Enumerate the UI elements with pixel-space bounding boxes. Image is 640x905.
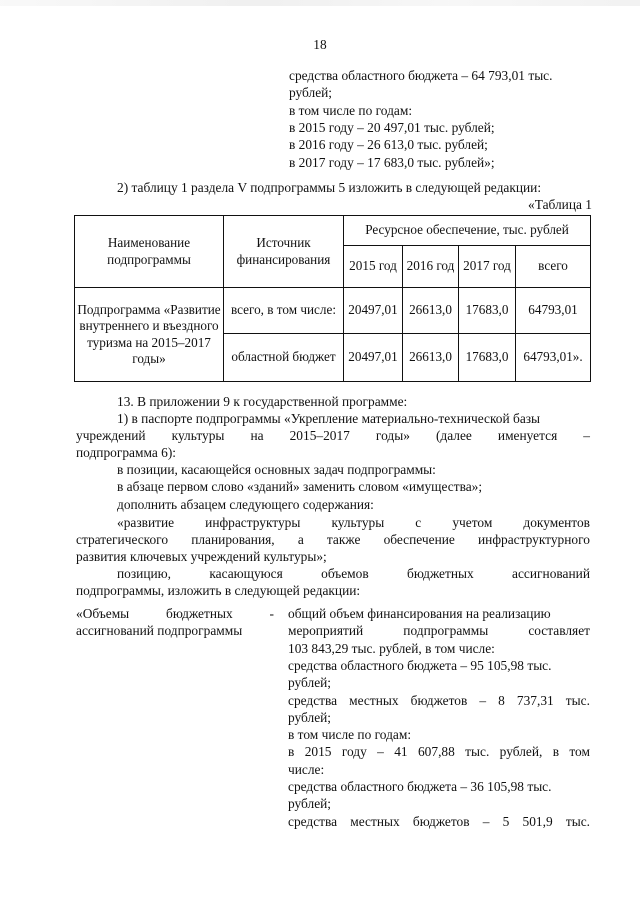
word: также [326, 532, 361, 547]
word: с [415, 515, 422, 530]
paragraph-development-line-3: развития ключевых учреждений культуры»; [76, 549, 327, 564]
word: тыс. [565, 813, 590, 829]
value-cell: 26613,0 [403, 288, 459, 334]
word: «развитие [117, 515, 175, 530]
value-cell: 20497,01 [344, 334, 403, 382]
top-block-line: рублей; [289, 85, 333, 101]
word: 5 [502, 813, 510, 829]
budget-description-line [288, 813, 590, 830]
word: годы» [375, 428, 410, 443]
budget-label-line-2: ассигнований подпрограммы [76, 623, 243, 638]
word: – [479, 692, 487, 708]
word: в [552, 744, 560, 760]
word: обеспечение [383, 532, 455, 547]
word: культуры [171, 428, 225, 443]
word: 8 [498, 692, 505, 708]
page-number: 18 [313, 37, 327, 52]
budget-description-line: рублей; [288, 796, 332, 812]
word: касающуюся [209, 566, 283, 581]
paragraph-development-line-2 [76, 531, 590, 548]
word: 501,9 [522, 813, 553, 829]
paragraph-1-line-2 [76, 427, 590, 444]
budget-description-line [288, 692, 590, 709]
word: позицию, [117, 566, 172, 581]
word: культуры [331, 515, 385, 530]
word: 2015 [304, 744, 332, 760]
word: том [569, 744, 590, 760]
word: «Объемы [76, 606, 130, 621]
header-total: всего [516, 246, 591, 288]
top-block-line: средства областного бюджета – 64 793,01 тыс. [289, 68, 553, 83]
word: инфраструктурного [478, 532, 590, 547]
word: ассигнований [512, 566, 590, 581]
word: году [341, 744, 367, 760]
value-cell: 64793,01». [516, 334, 591, 382]
word: учетом [452, 515, 493, 530]
top-block-line: в 2017 году – 17 683,0 тыс. рублей»; [289, 154, 495, 170]
word: мероприятий [288, 623, 364, 639]
budget-description-line: рублей; [288, 709, 332, 725]
word: тыс. [465, 744, 490, 760]
header-resources: Ресурсное обеспечение, тыс. рублей [344, 216, 591, 246]
budget-description-line: числе: [288, 761, 325, 777]
word: бюджетов [410, 692, 468, 708]
word: на [250, 428, 264, 443]
word: рублей, [499, 744, 543, 760]
word: - [269, 606, 274, 621]
top-block-line: в 2015 году – 20 497,01 тыс. рублей; [289, 119, 495, 135]
word: планирования, [191, 532, 275, 547]
header-year-2016: 2016 год [403, 246, 459, 288]
source-cell: областной бюджет [224, 334, 344, 382]
paragraph-position-2-line-2: подпрограммы, изложить в следующей редакции: [76, 583, 361, 598]
paragraph-add: дополнить абзацем следующего содержания: [117, 497, 374, 512]
subprogram-name-cell: Подпрограмма «Развитие внутреннего и въездного туризма на 2015–2017 годы» [75, 288, 224, 382]
word: местных [349, 692, 399, 708]
word: средства [288, 692, 338, 708]
top-block-line: в 2016 году – 26 613,0 тыс. рублей; [289, 137, 488, 153]
word: бюджетных [166, 606, 233, 621]
header-funding-source: Источник финансирования [224, 216, 344, 288]
paragraph-development-line-1 [117, 514, 590, 531]
word: – [482, 813, 490, 829]
budget-description-line: общий объем финансирования на реализацию [288, 606, 551, 621]
paragraph-13: 13. В приложении 9 к государственной программе: [117, 394, 408, 409]
paragraph-1-line-1: 1) в паспорте подпрограммы «Укрепление материально-технической базы [117, 411, 541, 426]
word: инфраструктуры [205, 515, 301, 530]
value-cell: 17683,0 [459, 334, 516, 382]
word: объемов [321, 566, 369, 581]
word: бюджетных [407, 566, 474, 581]
word: тыс. [565, 692, 590, 708]
word: а [297, 532, 304, 547]
value-cell: 20497,01 [344, 288, 403, 334]
word: 607,88 [417, 744, 455, 760]
top-block-line: в том числе по годам: [289, 102, 413, 118]
word: – [377, 744, 384, 760]
word: – [583, 428, 590, 443]
value-cell: 26613,0 [403, 334, 459, 382]
word: 2015–2017 [289, 428, 350, 443]
budget-description-line: в том числе по годам: [288, 727, 412, 743]
word: учреждений [76, 428, 146, 443]
word: составляет [528, 623, 590, 639]
word: местных [350, 813, 400, 829]
word: стратегического [76, 532, 169, 547]
header-subprogram-name: Наименование подпрограммы [75, 216, 224, 288]
budget-description-line: 103 843,29 тыс. рублей, в том числе: [288, 640, 495, 656]
source-cell: всего, в том числе: [224, 288, 344, 334]
table-caption: «Таблица 1 [528, 197, 592, 212]
item-2-text: 2) таблицу 1 раздела V подпрограммы 5 изложить в следующей редакции: [117, 180, 542, 195]
word: средства [288, 813, 338, 829]
word: 737,31 [516, 692, 554, 708]
word: подпрограммы [403, 623, 489, 639]
budget-label-line-1 [76, 605, 274, 622]
word: бюджетов [412, 813, 470, 829]
paragraph-position-2-line-1 [117, 565, 590, 582]
paragraph-position: в позиции, касающейся основных задач подпрограммы: [117, 462, 436, 477]
paragraph-first-abzac: в абзаце первом слово «зданий» заменить словом «имущества»; [117, 479, 483, 494]
word: в [288, 744, 295, 760]
word: документов [523, 515, 590, 530]
budget-description-line: средства областного бюджета – 95 105,98 тыс. [288, 657, 552, 673]
budget-description-line: средства областного бюджета – 36 105,98 тыс. [288, 779, 552, 794]
scan-edge-artifact [0, 0, 640, 6]
budget-description-line [288, 622, 590, 639]
header-year-2017: 2017 год [459, 246, 516, 288]
word: 41 [394, 744, 408, 760]
resource-table [74, 215, 591, 382]
value-cell: 17683,0 [459, 288, 516, 334]
word: именуется [497, 428, 558, 443]
budget-description-line [288, 743, 590, 760]
value-cell: 64793,01 [516, 288, 591, 334]
paragraph-1-line-3: подпрограмма 6): [76, 445, 176, 460]
word: (далее [435, 428, 472, 443]
budget-description-line: рублей; [288, 675, 332, 691]
header-year-2015: 2015 год [344, 246, 403, 288]
